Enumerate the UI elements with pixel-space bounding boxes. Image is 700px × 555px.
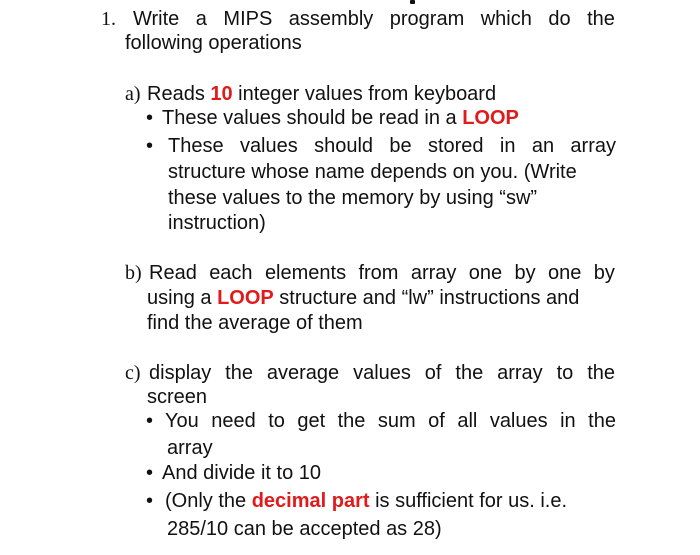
word: You [165, 410, 199, 432]
word: in [560, 410, 576, 432]
part-b-line-2 [147, 286, 579, 310]
part-a-suffix: integer values from keyboard [232, 83, 497, 105]
word: sum [377, 410, 416, 432]
word: by [514, 262, 536, 284]
question-intro-line-2: following operations [125, 32, 302, 54]
part-a-bullet-2-line-1 [168, 134, 616, 158]
part-b-line-2-prefix: using a [147, 287, 218, 309]
part-a-bullet-2-text [168, 134, 616, 158]
part-c-bullet-3-suffix: is sufficient for us. i.e. [369, 490, 568, 512]
part-a-bullet-1-text: These values should be read in a [162, 107, 463, 129]
part-b-line-3: find the average of them [147, 312, 363, 334]
word: program [389, 8, 465, 30]
word: the [455, 362, 484, 384]
part-a-heading [147, 82, 496, 106]
word: need [211, 410, 256, 432]
bullet-icon: • [146, 490, 154, 512]
word: should [314, 135, 374, 157]
word: values [489, 410, 548, 432]
bullet-icon: • [146, 135, 154, 157]
word: assembly [288, 8, 374, 30]
word: a [195, 8, 207, 30]
part-b-line-1 [149, 261, 615, 285]
word: each [209, 262, 253, 284]
word: display [149, 362, 212, 384]
part-b-line-2-suffix: structure and “lw” instructions and [273, 287, 580, 309]
word: do [548, 8, 571, 30]
part-c-bullet-1-text [165, 409, 616, 433]
part-a-count: 10 [210, 83, 233, 105]
word: which [480, 8, 532, 30]
part-c-marker: c) [125, 362, 141, 384]
part-b-line-1-text [149, 261, 615, 285]
word: one [548, 262, 582, 284]
part-b-line-2-emphasis: LOOP [217, 287, 274, 309]
bullet-icon: • [146, 410, 154, 432]
part-a-bullet-1 [162, 106, 519, 130]
part-a-bullet-2-line-4: instruction) [168, 212, 266, 234]
part-a-marker: a) [125, 83, 141, 105]
part-c-line-2: screen [147, 386, 208, 408]
word: get [297, 410, 326, 432]
word: elements [264, 262, 347, 284]
word: in [499, 135, 516, 157]
word: array [570, 135, 616, 157]
word: average [266, 362, 340, 384]
part-c-bullet-3-line-2: 285/10 can be accepted as 28) [167, 518, 442, 540]
part-c-line-1-text [149, 361, 615, 385]
bullet-icon: • [146, 462, 154, 484]
word: one [468, 262, 503, 284]
bullet-icon: • [146, 107, 154, 129]
word: all [457, 410, 478, 432]
word: stored [427, 135, 484, 157]
word: Read [149, 262, 197, 284]
question-number: 1. [101, 8, 116, 30]
word: These [168, 135, 224, 157]
word: to [268, 410, 285, 432]
cropped-text-fragment [410, 0, 415, 4]
word: of [424, 362, 442, 384]
part-c-bullet-3-emphasis: decimal part [251, 490, 370, 512]
word: an [531, 135, 555, 157]
word: MIPS [223, 8, 273, 30]
part-c-bullet-1-line-1 [165, 409, 616, 433]
question-intro-line-1 [133, 7, 615, 31]
part-c-bullet-2: And divide it to 10 [162, 462, 321, 484]
word: values [353, 362, 411, 384]
part-a-prefix: Reads [147, 83, 211, 105]
part-b-marker: b) [125, 262, 142, 284]
word: the [587, 8, 615, 30]
part-a-bullet-2-line-3: these values to the memory by using “sw” [168, 187, 538, 209]
word: the [588, 410, 616, 432]
word: to [556, 362, 574, 384]
part-c-bullet-3-prefix: (Only the [165, 490, 252, 512]
part-a-bullet-1-emphasis: LOOP [462, 107, 519, 129]
word: be [389, 135, 412, 157]
word: from [358, 262, 399, 284]
part-c-bullet-1-line-2: array [167, 437, 213, 459]
question-intro-text [133, 7, 615, 31]
word: by [593, 262, 615, 284]
word: the [225, 362, 253, 384]
word: of [428, 410, 445, 432]
word: values [239, 135, 298, 157]
part-a-bullet-2-line-2: structure whose name depends on you. (Write [168, 161, 577, 183]
part-c-bullet-3-line-1 [165, 489, 567, 513]
part-c-line-1 [149, 361, 615, 385]
word: the [587, 362, 615, 384]
word: the [337, 410, 366, 432]
word: array [497, 362, 543, 384]
word: Write [133, 8, 180, 30]
word: array [410, 262, 457, 284]
